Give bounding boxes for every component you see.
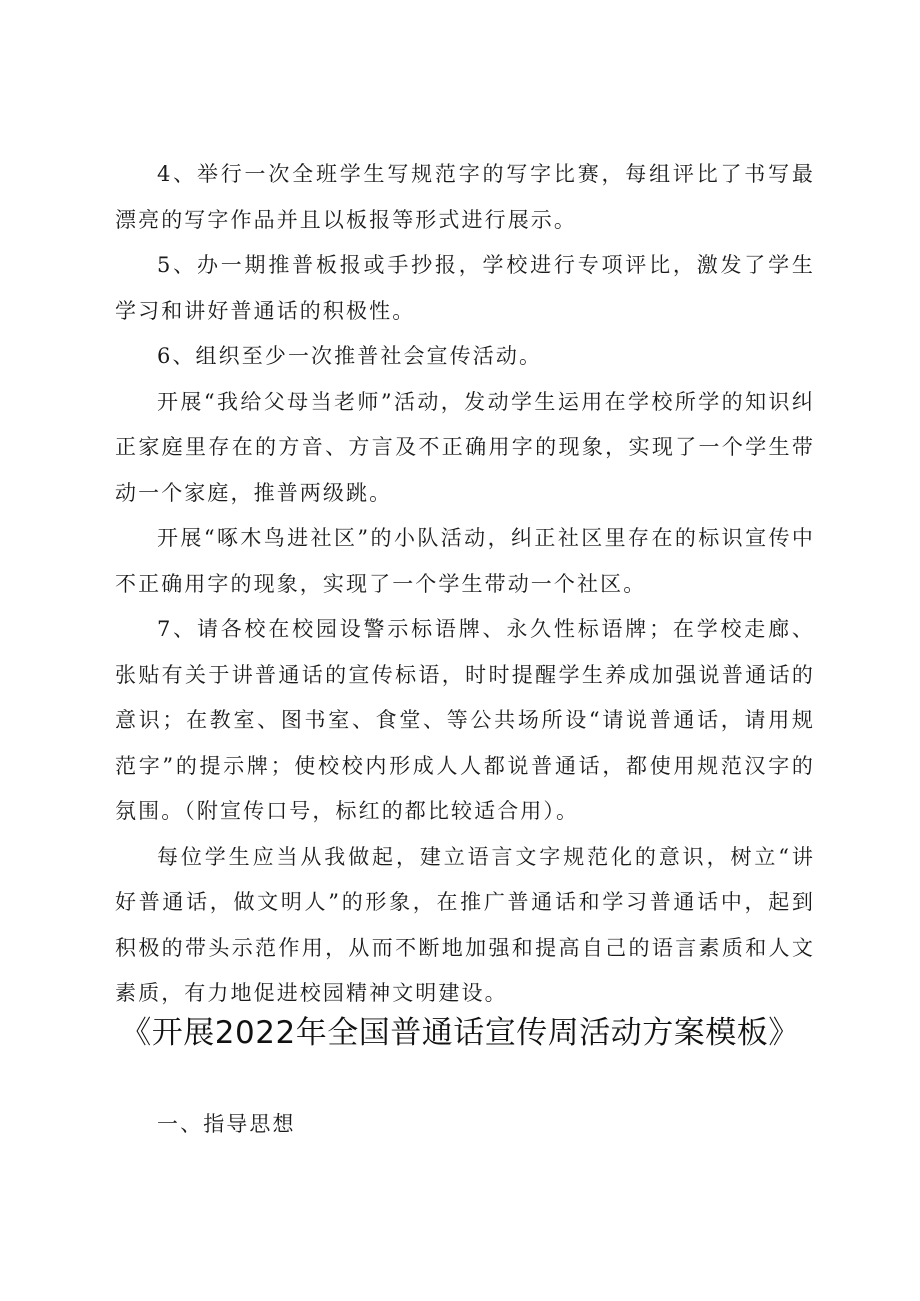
- document-body: [115, 152, 815, 1017]
- paragraph-woodpecker-activity: 开展“啄木鸟进社区”的小队活动，纠正社区里存在的标识宣传中不正确用字的现象，实现了一个学生带动一个社区。: [115, 526, 815, 596]
- paragraph-item-4: 4、举行一次全班学生写规范字的写字比赛，每组评比了书写最漂亮的写字作品并且以板报等形式进行展示。: [115, 162, 815, 232]
- paragraph-parent-teacher-activity: 开展“我给父母当老师”活动，发动学生运用在学校所学的知识纠正家庭里存在的方音、方言及不正确用字的现象，实现了一个学生带动一个家庭，推普两级跳。: [115, 389, 815, 505]
- paragraph-student-conclusion: 每位学生应当从我做起，建立语言文字规范化的意识，树立“讲好普通话，做文明人”的形象，在推广普通话和学习普通话中，起到积极的带头示范作用，从而不断地加强和提高自己的语言素质和人文素质，有力地促进校园精神文明建设。: [115, 844, 815, 1005]
- paragraph-item-6: 6、组织至少一次推普社会宣传活动。: [157, 344, 543, 368]
- document-title: 《开展2022年全国普通话宣传周活动方案模板》: [120, 1015, 800, 1051]
- paragraph-item-5: 5、办一期推普板报或手抄报，学校进行专项评比，激发了学生学习和讲好普通话的积极性。: [115, 253, 815, 323]
- section-heading: 一、指导思想: [157, 1112, 296, 1136]
- paragraph-item-7: 7、请各校在校园设警示标语牌、永久性标语牌；在学校走廊、张贴有关于讲普通话的宣传标语，时时提醒学生养成加强说普通话的意识；在教室、图书室、食堂、等公共场所设“请说普通话，请用规范字”的提示牌；使校校内形成人人都说普通话，都使用规范汉字的氛围。（附宣传口号，标红的都比较适合用）。: [115, 617, 815, 823]
